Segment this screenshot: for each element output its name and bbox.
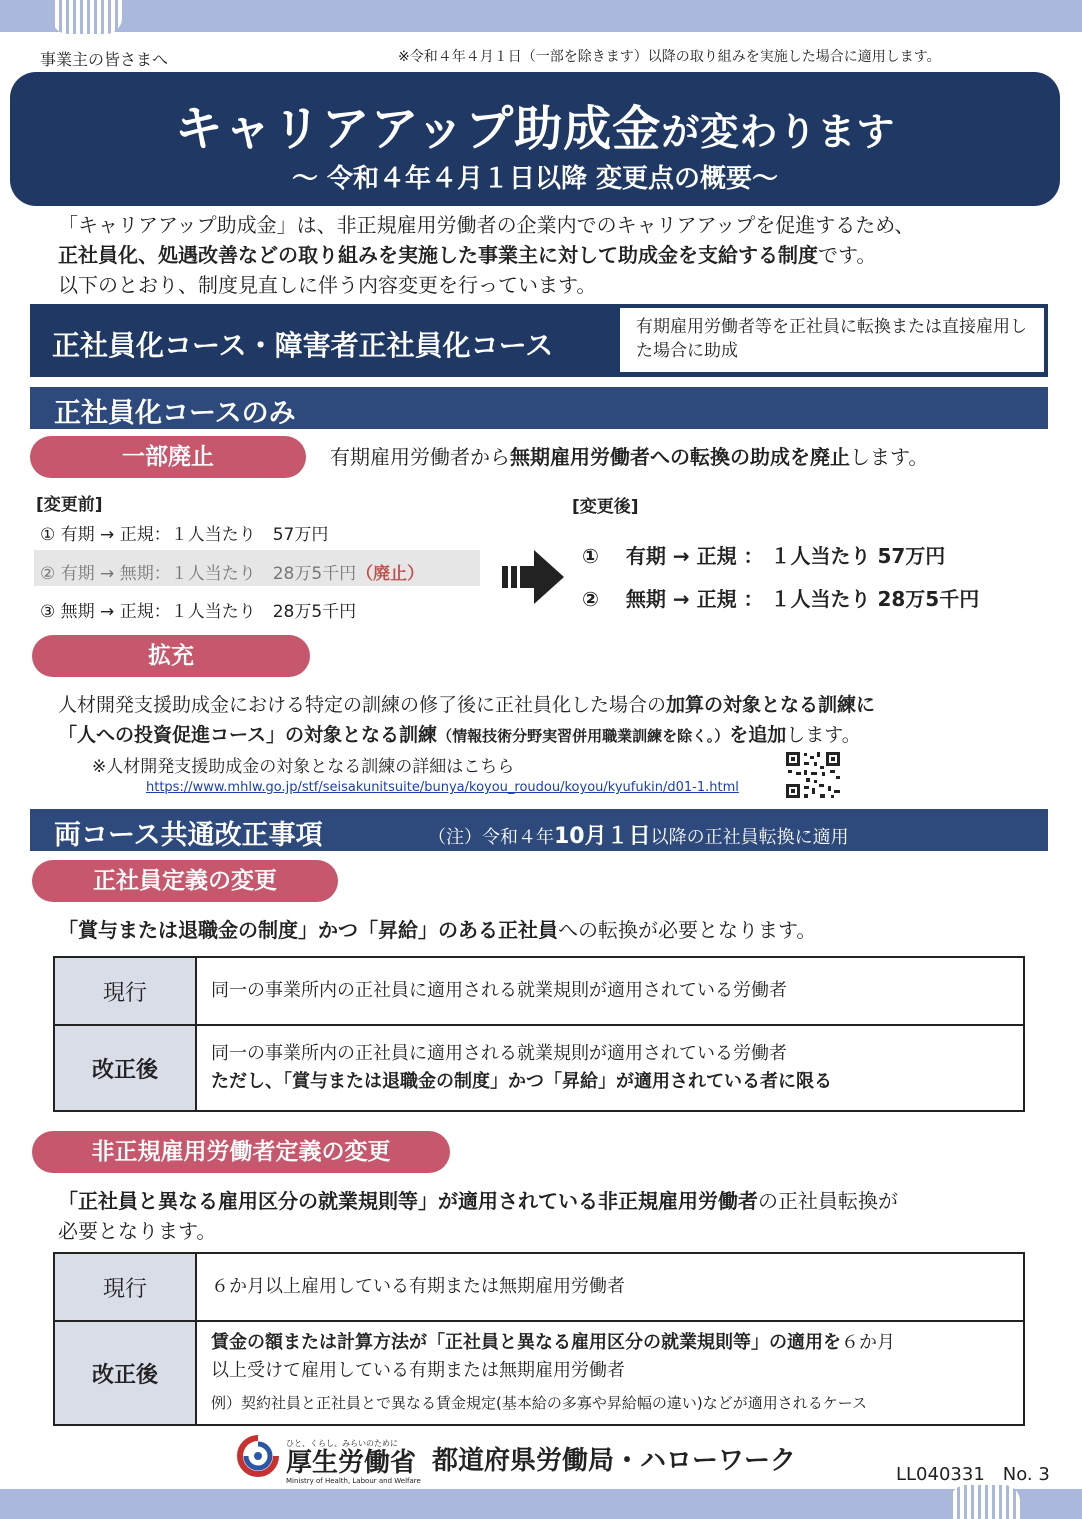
table-row xyxy=(54,1253,1024,1321)
regular-definition-lead-post: への転換が必要となります。 xyxy=(558,918,817,942)
ministry-logo-icon xyxy=(236,1434,280,1478)
before-item-2-text: ② 有期 → 無期：１人当たり 28万5千円 xyxy=(40,564,357,584)
intro-line-2 xyxy=(58,240,1048,270)
pill-partial-abolish: 一部廃止 xyxy=(30,436,306,478)
page-title xyxy=(10,90,1060,159)
partial-abolish-text-post: します。 xyxy=(850,445,929,469)
bottom-stripe xyxy=(0,1489,1082,1519)
pill-nonregular-definition: 非正規雇用労働者定義の変更 xyxy=(32,1131,450,1173)
intro-line-3: 以下のとおり、制度見直しに伴う内容変更を行っています。 xyxy=(58,273,597,297)
right-arrow-icon xyxy=(500,546,566,608)
bottom-stripe-ornament xyxy=(950,1485,1020,1519)
regular-revised-line-2: ただし、「賞与または退職金の制度」かつ「昇給」が適用されている者に限る xyxy=(211,1071,832,1092)
regular-revised-label: 改正後 xyxy=(54,1025,196,1111)
audience-label: 事業主の皆さまへ xyxy=(40,50,169,69)
nonregular-revised-line-2: 以上受けて雇用している有期または無期雇用労働者 xyxy=(211,1360,625,1381)
expansion-text xyxy=(58,690,1048,751)
course-description: 有期雇用労働者等を正社員に転換または直接雇用した場合に助成 xyxy=(620,308,1044,372)
nonregular-revised-line-1-bold: 賃金の額または計算方法が「正社員と異なる雇用区分の就業規則等」の適用を xyxy=(211,1332,841,1353)
regular-current-label: 現行 xyxy=(54,957,196,1025)
nonregular-revised-label: 改正後 xyxy=(54,1321,196,1425)
table-row xyxy=(54,1025,1024,1111)
table-row xyxy=(54,1321,1024,1425)
regular-definition-table xyxy=(53,956,1025,1112)
ministry-block xyxy=(286,1438,421,1485)
expansion-line-2-post: します。 xyxy=(786,724,861,746)
pill-expansion: 拡充 xyxy=(32,635,310,677)
section-common-note xyxy=(428,819,849,850)
training-detail-note: ※人材開発支援助成金の対象となる訓練の詳細はこちら xyxy=(92,757,515,777)
after-heading: [変更後] xyxy=(572,497,639,517)
nonregular-revised-example: 例）契約社員と正社員とで異なる賃金規定(基本給の多寡や昇給幅の違い)などが適用されるケース xyxy=(211,1394,867,1412)
partial-abolish-text-pre: 有期雇用労働者から xyxy=(330,445,510,469)
title-banner xyxy=(10,72,1060,206)
pill-regular-definition: 正社員定義の変更 xyxy=(32,860,338,902)
nonregular-definition-table xyxy=(53,1252,1025,1426)
section-bar-common xyxy=(30,809,1048,851)
page-title-tail: が変わります xyxy=(661,110,896,154)
nonregular-lead-post: の正社員転換が xyxy=(758,1189,898,1213)
expansion-line-1 xyxy=(58,690,1048,720)
bureau-name: 都道府県労働局・ハローワーク xyxy=(432,1446,797,1476)
expansion-line-1-pre: 人材開発支援助成金における特定の訓練の修了後に正社員化した場合の xyxy=(58,694,667,716)
expansion-line-2 xyxy=(58,720,1048,751)
applicability-note: ※令和４年４月１日（一部を除きます）以降の取り組みを実施した場合に適用します。 xyxy=(398,49,941,65)
page-title-main: キャリアアップ助成金 xyxy=(174,101,662,157)
abolished-tag: （廃止） xyxy=(356,564,425,584)
nonregular-current-label: 現行 xyxy=(54,1253,196,1321)
section-bar-only xyxy=(30,387,1048,429)
before-item-3: ③ 無期 → 正規：１人当たり 28万5千円 xyxy=(40,602,357,622)
intro-line-1: 「キャリアアップ助成金」は、非正規雇用労働者の企業内でのキャリアアップを促進するため、 xyxy=(58,213,915,237)
nonregular-lead-bold: 「正社員と異なる雇用区分の就業規則等」が適用されている非正規雇用労働者 xyxy=(58,1189,758,1213)
nonregular-lead-line-1 xyxy=(58,1186,1048,1216)
partial-abolish-text xyxy=(330,444,928,470)
section-common-note-post: 以降の正社員転換に適用 xyxy=(650,827,849,848)
before-heading: [変更前] xyxy=(36,495,103,515)
regular-current-text: 同一の事業所内の正社員に適用される就業規則が適用されている労働者 xyxy=(196,957,1024,1025)
expansion-line-2-bold2: を追加 xyxy=(729,724,787,746)
section-common-note-pre: （注）令和４年 xyxy=(428,827,554,848)
nonregular-definition-lead xyxy=(58,1186,1048,1246)
after-item-2: ② 無期 → 正規 ： １人当たり 28万5千円 xyxy=(582,587,980,611)
before-item-2 xyxy=(34,550,480,586)
nonregular-lead-line-2: 必要となります。 xyxy=(58,1219,217,1243)
partial-abolish-text-bold: 無期雇用労働者への転換の助成を廃止 xyxy=(510,445,850,469)
intro-line-2-tail: です。 xyxy=(818,243,877,267)
top-stripe-ornament xyxy=(52,0,122,34)
regular-revised-line-1: 同一の事業所内の正社員に適用される就業規則が適用されている労働者 xyxy=(211,1043,787,1064)
section-only-label: 正社員化コースのみ xyxy=(54,398,296,429)
expansion-line-2-bold: 「人への投資促進コース」の対象となる訓練 xyxy=(58,724,438,746)
regular-definition-lead-bold: 「賞与または退職金の制度」かつ「昇給」のある正社員 xyxy=(58,918,558,942)
after-item-1: ① 有期 → 正規 ： １人当たり 57万円 xyxy=(582,544,946,568)
document-code: LL040331 No. 3 xyxy=(896,1464,1050,1485)
nonregular-revised-line-1 xyxy=(211,1329,1009,1357)
regular-definition-lead xyxy=(58,914,816,943)
qr-code-icon[interactable] xyxy=(784,750,842,800)
expansion-line-2-small: （情報技術分野実習併用職業訓練を除く。） xyxy=(437,727,730,745)
intro-line-2-bold: 正社員化、処遇改善などの取り組みを実施した事業主に対して助成金を支給する制度 xyxy=(58,243,818,267)
before-item-1: ① 有期 → 正規：１人当たり 57万円 xyxy=(40,525,329,545)
intro-paragraph xyxy=(58,210,1048,300)
page-subtitle: ～ 令和４年４月１日以降 変更点の概要～ xyxy=(291,164,779,194)
section-common-note-bold: 10月１日 xyxy=(554,824,651,849)
ministry-name: 厚生労働省 xyxy=(286,1448,417,1478)
nonregular-revised-line-1-tail: ６か月 xyxy=(841,1332,895,1353)
course-title: 正社員化コース・障害者正社員化コース xyxy=(52,329,554,362)
ministry-english-name: Ministry of Health, Labour and Welfare xyxy=(286,1477,421,1485)
training-detail-link[interactable]: https://www.mhlw.go.jp/stf/seisakunitsuite/bunya/koyou_roudou/koyou/kyufukin/d01-1.html xyxy=(146,780,739,795)
nonregular-revised-cell xyxy=(196,1321,1024,1425)
section-common-label: 両コース共通改正事項 xyxy=(54,820,323,851)
nonregular-current-text: ６か月以上雇用している有期または無期雇用労働者 xyxy=(196,1253,1024,1321)
top-stripe xyxy=(0,0,1082,32)
table-row xyxy=(54,957,1024,1025)
ministry-tagline: ひと、くらし、みらいのために xyxy=(286,1439,398,1448)
regular-revised-cell xyxy=(196,1025,1024,1111)
expansion-line-1-bold: 加算の対象となる訓練に xyxy=(666,694,876,716)
